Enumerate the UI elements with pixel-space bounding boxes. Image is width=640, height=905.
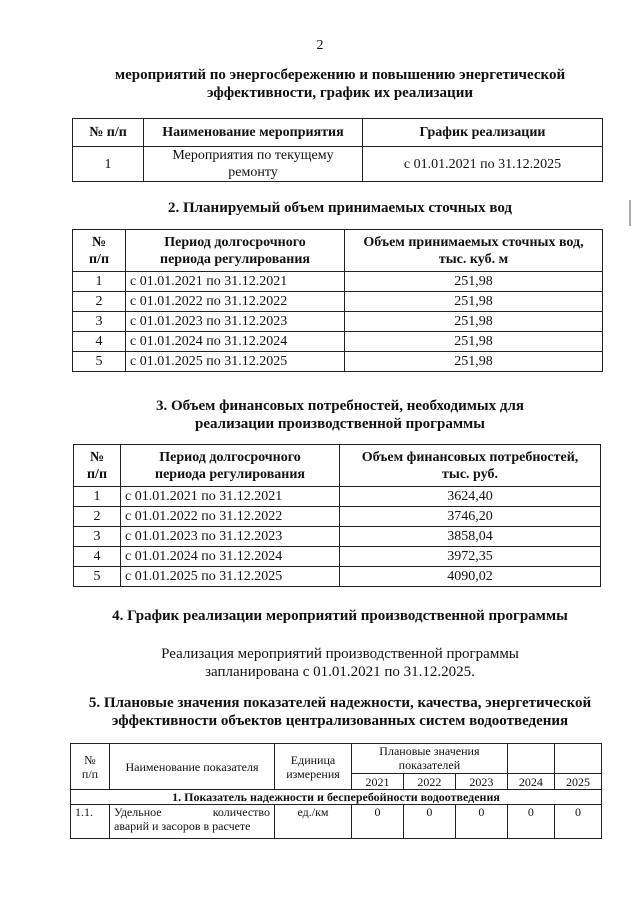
- cell-value-2021: 0: [352, 805, 404, 839]
- cell-period: с 01.01.2023 по 31.12.2023: [121, 527, 340, 547]
- cell-period: с 01.01.2021 по 31.12.2021: [121, 487, 340, 507]
- cell-period: с 01.01.2023 по 31.12.2023: [126, 312, 345, 332]
- cell-indicator-line2: аварий и засоров в расчете: [114, 819, 251, 833]
- section4-text: [40, 645, 640, 681]
- cell-value: 4090,02: [340, 567, 601, 587]
- cell-indicator-line1: [114, 805, 270, 819]
- header-num-line1: №: [89, 449, 105, 465]
- cell-period: с 01.01.2024 по 31.12.2024: [121, 547, 340, 567]
- header-period: [126, 230, 345, 272]
- table-row: [73, 352, 603, 372]
- header-num-line1: №: [84, 752, 96, 767]
- table-row: [74, 567, 601, 587]
- cell-period: с 01.01.2025 по 31.12.2025: [126, 352, 345, 372]
- cell-num: 2: [73, 292, 126, 312]
- cell-num: 2: [74, 507, 121, 527]
- cell-num: 1: [73, 147, 144, 182]
- section5-title-line1: 5. Плановые значения показателей надежности, качества, энергетической: [88, 695, 592, 711]
- scan-margin-mark: [629, 200, 638, 226]
- intro-heading-line2: эффективности, график их реализации: [207, 85, 473, 101]
- cell-value: 3746,20: [340, 507, 601, 527]
- table-header-row: [73, 119, 603, 147]
- section3-title: [40, 397, 640, 433]
- section3-title-line1: 3. Объем финансовых потребностей, необходимых для: [155, 398, 525, 414]
- section4-text-line2: запланирована с 01.01.2021 по 31.12.2025.: [205, 664, 475, 680]
- cell-schedule: с 01.01.2021 по 31.12.2025: [363, 147, 603, 182]
- cell-value: 251,98: [345, 332, 603, 352]
- cell-indicator-word1: Удельное: [114, 805, 162, 819]
- cell-num: 4: [73, 332, 126, 352]
- table-row: [73, 272, 603, 292]
- cell-value-2022: 0: [403, 805, 455, 839]
- header-name: Наименование мероприятия: [144, 119, 363, 147]
- cell-name: [144, 147, 363, 182]
- group-title: 1. Показатель надежности и бесперебойности водоотведения: [71, 790, 602, 805]
- header-value-line1: Объем финансовых потребностей,: [361, 449, 579, 465]
- cell-period: с 01.01.2025 по 31.12.2025: [121, 567, 340, 587]
- table-header-row: [71, 744, 602, 774]
- header-year: 2024: [507, 774, 554, 790]
- cell-value: 3624,40: [340, 487, 601, 507]
- header-planned-line1: Плановые значения: [379, 744, 480, 758]
- cell-name-line2: ремонту: [228, 165, 278, 180]
- table-row: [74, 507, 601, 527]
- section2-title: 2. Планируемый объем принимаемых сточных вод: [167, 200, 513, 216]
- financial-needs-table: [73, 444, 601, 587]
- cell-value: 251,98: [345, 272, 603, 292]
- header-unit-line2: измерения: [286, 766, 340, 781]
- header-num: № п/п: [73, 119, 144, 147]
- cell-num: 5: [74, 567, 121, 587]
- cell-value: 3858,04: [340, 527, 601, 547]
- wastewater-volume-table: [72, 229, 603, 372]
- indicators-table: [70, 743, 602, 839]
- cell-name-line1: Мероприятия по текущему: [172, 148, 334, 163]
- cell-period: с 01.01.2022 по 31.12.2022: [126, 292, 345, 312]
- table-row: [73, 147, 603, 182]
- header-period-line1: Период долгосрочного: [164, 234, 306, 250]
- header-year: 2021: [352, 774, 404, 790]
- header-num-line1: №: [91, 234, 107, 250]
- header-num-line2: п/п: [86, 466, 108, 482]
- cell-value: 251,98: [345, 312, 603, 332]
- header-year: 2023: [455, 774, 507, 790]
- table-row: [73, 332, 603, 352]
- cell-num: 4: [74, 547, 121, 567]
- header-period-line2: периода регулирования: [160, 251, 310, 267]
- cell-num: 1: [73, 272, 126, 292]
- cell-num: 1: [74, 487, 121, 507]
- cell-indicator-word2: количество: [212, 805, 270, 819]
- header-period-line2: периода регулирования: [155, 466, 305, 482]
- table-row: [74, 527, 601, 547]
- header-year: 2022: [403, 774, 455, 790]
- header-blank-cell: [554, 744, 601, 774]
- header-year: 2025: [554, 774, 601, 790]
- intro-heading: [40, 66, 640, 102]
- page-number: 2: [316, 38, 324, 53]
- table-row: [74, 547, 601, 567]
- cell-period: с 01.01.2021 по 31.12.2021: [126, 272, 345, 292]
- header-num-line2: п/п: [88, 251, 110, 267]
- header-planned-values: [352, 744, 508, 774]
- group-row: [71, 790, 602, 805]
- header-value-line2: тыс. куб. м: [438, 251, 509, 267]
- header-value-line2: тыс. руб.: [442, 466, 498, 482]
- table-row: [73, 312, 603, 332]
- cell-indicator-name: [110, 805, 275, 839]
- header-blank-cell: [507, 744, 554, 774]
- cell-value: 251,98: [345, 292, 603, 312]
- cell-value-2024: 0: [507, 805, 554, 839]
- cell-value-2023: 0: [455, 805, 507, 839]
- cell-num: 3: [73, 312, 126, 332]
- section3-title-line2: реализации производственной программы: [195, 416, 485, 432]
- table-row: [74, 487, 601, 507]
- header-unit-line1: Единица: [290, 752, 336, 767]
- measures-table: [72, 118, 603, 182]
- table-row: [73, 292, 603, 312]
- section5-title: [40, 694, 640, 730]
- cell-period: с 01.01.2022 по 31.12.2022: [121, 507, 340, 527]
- header-period: [121, 445, 340, 487]
- table-header-row: [73, 230, 603, 272]
- table-header-row: [74, 445, 601, 487]
- header-num: [73, 230, 126, 272]
- cell-value: 251,98: [345, 352, 603, 372]
- header-period-line1: Период долгосрочного: [159, 449, 301, 465]
- cell-num: 3: [74, 527, 121, 547]
- header-schedule: График реализации: [363, 119, 603, 147]
- header-num: [74, 445, 121, 487]
- cell-unit: ед./км: [275, 805, 352, 839]
- cell-num: 5: [73, 352, 126, 372]
- header-value-line1: Объем принимаемых сточных вод,: [363, 234, 584, 250]
- header-num: [71, 744, 110, 790]
- cell-value: 3972,35: [340, 547, 601, 567]
- cell-value-2025: 0: [554, 805, 601, 839]
- header-planned-line2: показателей: [398, 758, 461, 772]
- header-value: [345, 230, 603, 272]
- header-unit: [275, 744, 352, 790]
- header-indicator-name: Наименование показателя: [110, 744, 275, 790]
- header-num-line2: п/п: [81, 766, 99, 781]
- cell-num: 1.1.: [71, 805, 110, 839]
- section4-text-line1: Реализация мероприятий производственной программы: [161, 646, 519, 662]
- table-row: [71, 805, 602, 839]
- section5-title-line2: эффективности объектов централизованных систем водоотведения: [111, 713, 569, 729]
- section4-title: 4. График реализации мероприятий производственной программы: [112, 608, 568, 624]
- cell-period: с 01.01.2024 по 31.12.2024: [126, 332, 345, 352]
- header-value: [340, 445, 601, 487]
- intro-heading-line1: мероприятий по энергосбережению и повышению энергетической: [114, 67, 566, 83]
